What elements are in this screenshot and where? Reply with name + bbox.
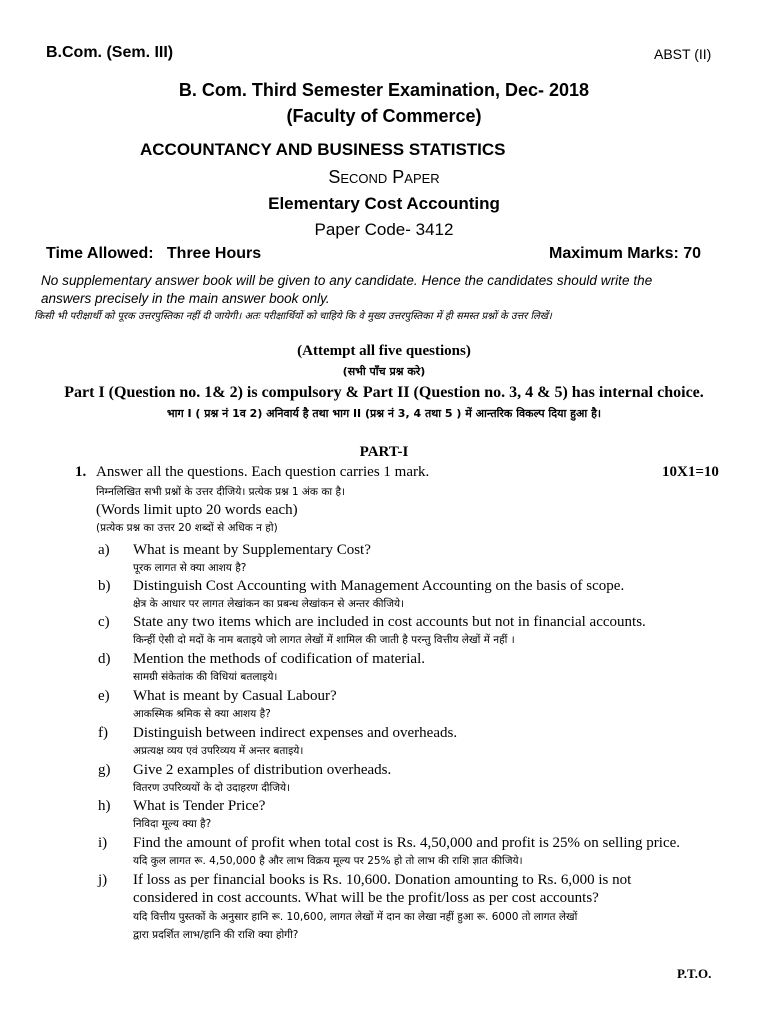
item-text: What is Tender Price? bbox=[133, 798, 266, 814]
item-text-hi-line2: द्वारा प्रदर्शित लाभ/हानि की राशि क्या होगी? bbox=[133, 929, 299, 941]
item-letter: e) bbox=[98, 688, 110, 704]
parts-instruction: Part I (Question no. 1& 2) is compulsory & Part II (Question no. 3, 4 & 5) has internal choice. bbox=[64, 384, 704, 401]
item-text-hi: अप्रत्यक्ष व्यय एवं उपरिव्यय में अन्तर बताइये। bbox=[133, 745, 304, 757]
item-text: Find the amount of profit when total cost is Rs. 4,50,000 and profit is 25% on selling price. bbox=[133, 835, 681, 851]
item-text: What is meant by Casual Labour? bbox=[133, 688, 337, 704]
item-text: Distinguish Cost Accounting with Management Accounting on the basis of scope. bbox=[133, 578, 625, 594]
item-letter: j) bbox=[98, 872, 108, 888]
item-text-line2: considered in cost accounts. What will be the profit/loss as per cost accounts? bbox=[133, 890, 599, 906]
paper-name: Elementary Cost Accounting bbox=[268, 194, 500, 213]
item-letter: b) bbox=[98, 578, 111, 594]
item-text-hi: किन्हीं ऐसी दो मदों के नाम बताइये जो लागत लेखों में शामिल की जाती है परन्तु वित्तीय लेखों में नहीं । bbox=[133, 634, 515, 646]
item-text: Give 2 examples of distribution overheads. bbox=[133, 762, 392, 778]
item-letter: h) bbox=[98, 798, 111, 814]
question-marks: 10X1=10 bbox=[662, 464, 719, 480]
instruction-hi: किसी भी परीक्षार्थी को पूरक उत्तरपुस्तिका नहीं दी जायेगी। अतः परीक्षार्थियों को चाहिये कि वे मुख्य उत्तरपुस्तिका में ही समस्त प्रश्नों के उत्तर लिखें। bbox=[34, 311, 552, 322]
item-letter: c) bbox=[98, 614, 110, 630]
parts-instruction-hi: भाग I ( प्रश्न नं 1व 2) अनिवार्य है तथा भाग II (प्रश्न नं 3, 4 तथा 5 ) में आन्तरिक विकल्प दिया हुआ है। bbox=[166, 407, 602, 420]
item-text-hi: निविदा मूल्य क्या है? bbox=[133, 818, 212, 830]
item-text-hi: यदि कुल लागत रू. 4,50,000 है और लाभ विक्रय मूल्य पर 25% हो तो लाभ की राशि ज्ञात कीजिये। bbox=[133, 855, 523, 867]
instruction-en-line1: No supplementary answer book will be given to any candidate. Hence the candidates should write the bbox=[41, 273, 653, 288]
question-text: Answer all the questions. Each question carries 1 mark. bbox=[96, 464, 430, 480]
question-number: 1. bbox=[75, 464, 87, 480]
item-text-hi: यदि वित्तीय पुस्तकों के अनुसार हानि रू. 10,600, लागत लेखों में दान का लेखा नहीं हुआ रू. 6000 तो लागत लेखों bbox=[133, 911, 578, 923]
item-letter: f) bbox=[98, 725, 108, 741]
subject-title: ACCOUNTANCY AND BUSINESS STATISTICS bbox=[140, 140, 506, 159]
paper-tag: ABST (II) bbox=[654, 46, 712, 62]
paper-number: Second Paper bbox=[328, 167, 440, 187]
item-text: Distinguish between indirect expenses and overheads. bbox=[133, 725, 458, 741]
attempt-instruction-hi: (सभी पाँच प्रश्न करे) bbox=[342, 365, 426, 378]
word-limit: (Words limit upto 20 words each) bbox=[96, 502, 298, 518]
time-allowed: Time Allowed: Three Hours bbox=[46, 245, 262, 262]
course-header: B.Com. (Sem. III) bbox=[46, 44, 174, 61]
item-text-hi: पूरक लागत से क्या आशय है? bbox=[133, 562, 247, 574]
question-text-hi: निम्नलिखित सभी प्रश्नों के उत्तर दीजिये। प्रत्येक प्रश्न 1 अंक का है। bbox=[96, 486, 345, 498]
pto-label: P.T.O. bbox=[677, 966, 712, 981]
item-letter: d) bbox=[98, 651, 111, 667]
item-letter: g) bbox=[98, 762, 111, 778]
item-text-hi: क्षेत्र के आधार पर लागत लेखांकन का प्रबन्ध लेखांकन से अन्तर कीजिये। bbox=[133, 598, 405, 610]
item-text-hi: वितरण उपरिव्ययों के दो उदाहरण दीजिये। bbox=[133, 782, 291, 794]
item-text-hi: सामग्री संकेतांक की विधियां बतलाइये। bbox=[133, 671, 278, 683]
item-letter: a) bbox=[98, 542, 110, 558]
item-text: What is meant by Supplementary Cost? bbox=[133, 542, 371, 558]
item-text: Mention the methods of codification of material. bbox=[133, 651, 426, 667]
part-heading: PART-I bbox=[359, 444, 409, 460]
item-text: State any two items which are included in cost accounts but not in financial accounts. bbox=[133, 614, 646, 630]
paper-code: Paper Code- 3412 bbox=[314, 220, 454, 239]
item-text-hi: आकस्मिक श्रमिक से क्या आशय है? bbox=[133, 708, 271, 720]
item-letter: i) bbox=[98, 835, 108, 851]
faculty-title: (Faculty of Commerce) bbox=[286, 106, 482, 126]
maximum-marks: Maximum Marks: 70 bbox=[549, 245, 702, 262]
instruction-en-line2: answers precisely in the main answer book only. bbox=[41, 291, 330, 306]
item-text: If loss as per financial books is Rs. 10,600. Donation amounting to Rs. 6,000 is not bbox=[133, 872, 632, 888]
exam-title: B. Com. Third Semester Examination, Dec- 2018 bbox=[178, 80, 590, 100]
attempt-instruction: (Attempt all five questions) bbox=[297, 343, 471, 359]
word-limit-hi: (प्रत्येक प्रश्न का उत्तर 20 शब्दों से अधिक न हो) bbox=[96, 522, 278, 534]
